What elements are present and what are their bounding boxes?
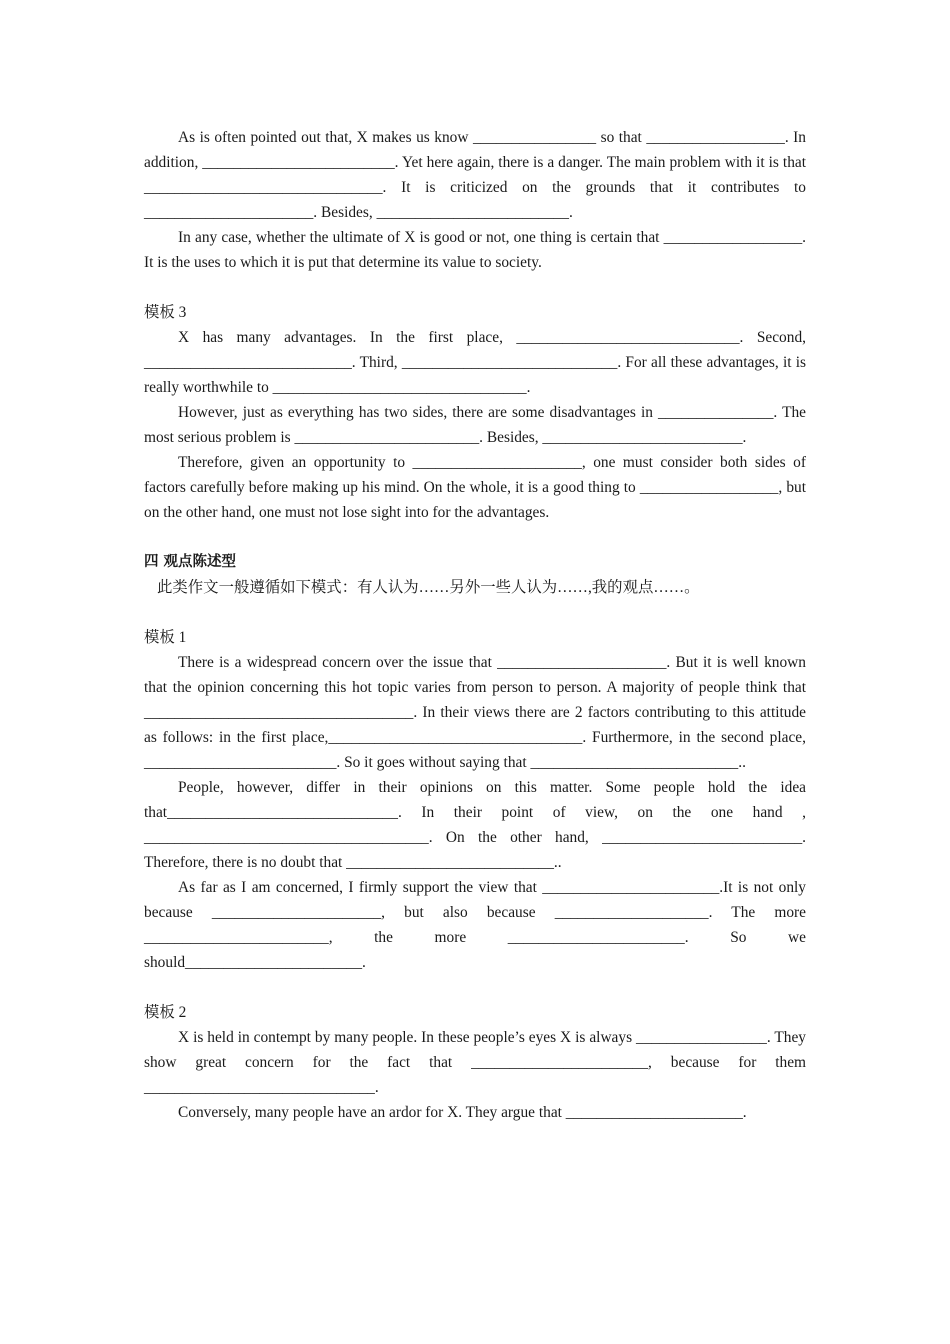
template-heading: 模板 2 <box>144 1004 187 1021</box>
spacer <box>144 600 806 625</box>
template-heading: 模板 1 <box>144 629 187 646</box>
paragraph: As far as I am concerned, I firmly support the view that _______________________.It is not only because ______________________, but also because ____________________. The more ________________________, the more _______________________. So we should_______________________. <box>144 879 806 971</box>
paragraph: Therefore, given an opportunity to ______________________, one must consider both sides of factors carefully before making up his mind. On the whole, it is a good thing to __________________, but on the other hand, one must not lose sight into for the advantages. <box>144 454 806 521</box>
section-heading: 四 观点陈述型 <box>144 554 237 570</box>
template-heading: 模板 3 <box>144 304 187 321</box>
paragraph: As is often pointed out that, X makes us know ________________ so that __________________. In addition, _________________________. Yet here again, there is a danger. The main problem with it is that _______________________________. It is criticized on the grounds that it contributes to ______________________. Besides, _________________________. <box>144 129 806 221</box>
paragraph: There is a widespread concern over the issue that ______________________. But it is well known that the opinion concerning this hot topic varies from person to person. A majority of people think that ___________________________________. In their views there are 2 factors contributing to this attitude as follows: in the first place,_________________________________. Furthermore, in the second place, _________________________. So it goes without saying that ___________________________.. <box>144 654 806 771</box>
paragraph: People, however, differ in their opinions on this matter. Some people hold the idea that______________________________. In their point of view, on the one hand , _____________________________________. On the other hand, __________________________. Therefore, there is no doubt that ___________________________.. <box>144 779 806 871</box>
section-intro: 此类作文一般遵循如下模式：有人认为……另外一些人认为……,我的观点……。 <box>157 579 700 596</box>
paragraph: In any case, whether the ultimate of X is good or not, one thing is certain that __________________. It is the uses to which it is put that determine its value to society. <box>144 229 806 271</box>
spacer <box>144 975 806 1000</box>
paragraph: X has many advantages. In the first place, _____________________________. Second, ___________________________. Third, ____________________________. For all these advantages, it is really worthwhile to _________________________________. <box>144 329 806 396</box>
paragraph: However, just as everything has two sides, there are some disadvantages in _______________. The most serious problem is ________________________. Besides, __________________________. <box>144 404 806 446</box>
spacer <box>144 275 806 300</box>
spacer <box>144 525 806 550</box>
document-page <box>144 125 806 1125</box>
paragraph: Conversely, many people have an ardor for X. They argue that _______________________. <box>178 1104 747 1121</box>
paragraph: X is held in contempt by many people. In these people’s eyes X is always _________________. They show great concern for the fact that _______________________, because for them ______________________________. <box>144 1029 806 1096</box>
